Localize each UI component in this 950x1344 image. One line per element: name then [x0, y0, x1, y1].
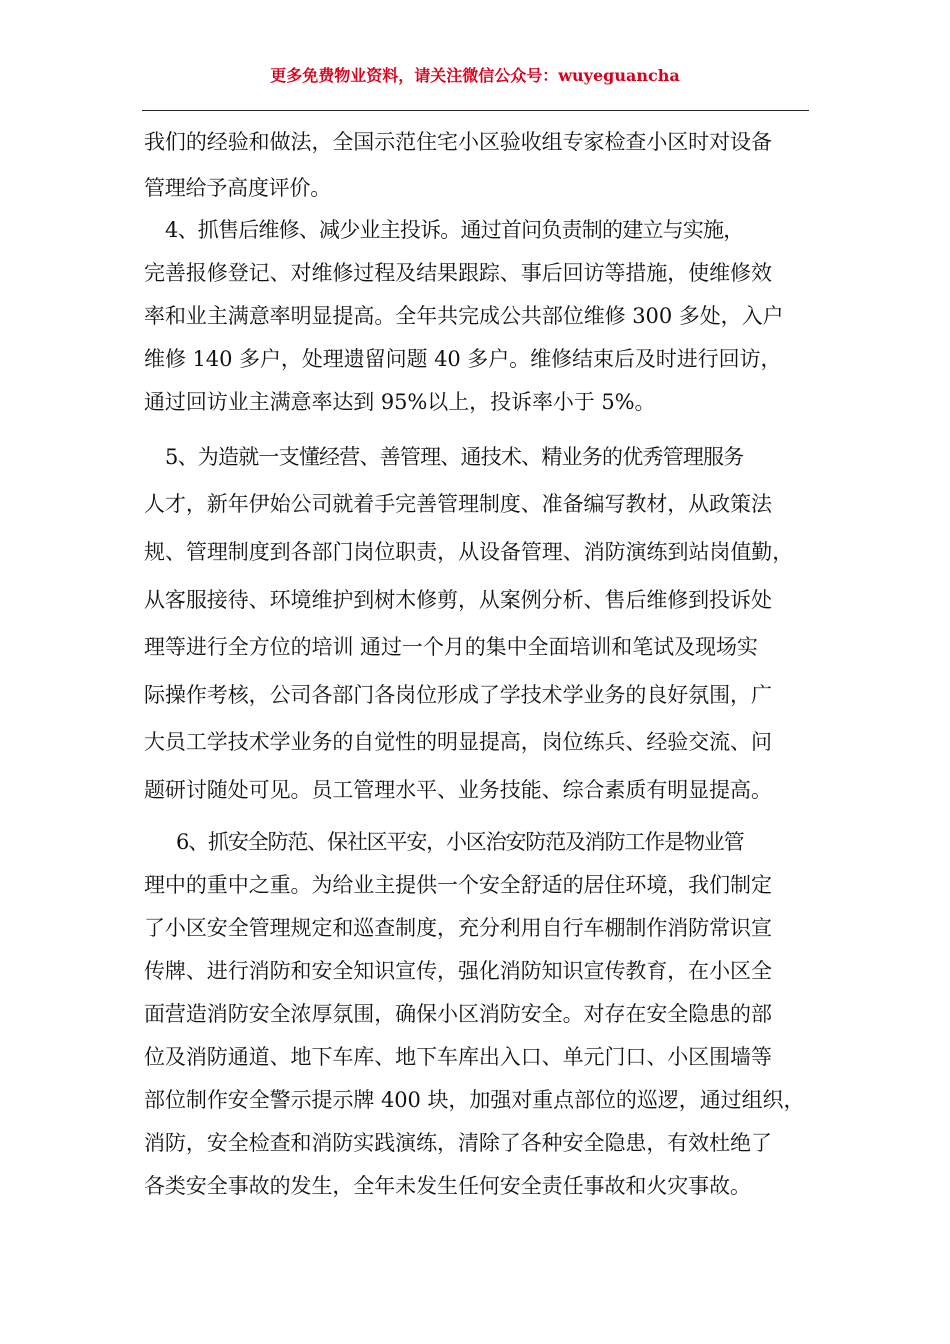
body-line: 各类安全事故的发生，全年未发生任何安全责任事故和火灾事故。 [144, 1174, 751, 1198]
body-line: 人才，新年伊始公司就着手完善管理制度、准备编写教材，从政策法 [144, 492, 772, 516]
body-line: 5、为造就一支懂经营、善管理、通技术、精业务的优秀管理服务 [165, 445, 744, 469]
header-divider [142, 110, 809, 111]
body-line: 位及消防通道、地下车库、地下车库出入口、单元门口、小区围墙等 [144, 1045, 772, 1069]
body-line: 通过回访业主满意率达到 95%以上，投诉率小于 5%。 [144, 390, 656, 414]
body-line: 题研讨随处可见。员工管理水平、业务技能、综合素质有明显提高。 [144, 778, 772, 802]
body-line: 维修 140 多户，处理遗留问题 40 多户。维修结束后及时进行回访， [144, 347, 782, 371]
body-line: 消防，安全检查和消防实践演练，清除了各种安全隐患，有效杜绝了 [144, 1131, 772, 1155]
body-line: 传牌、进行消防和安全知识宣传，强化消防知识宣传教育，在小区全 [144, 959, 772, 983]
body-line: 部位制作安全警示提示牌 400 块，加强对重点部位的巡逻，通过组织， [144, 1088, 805, 1112]
body-line: 大员工学技术学业务的自觉性的明显提高，岗位练兵、经验交流、问 [144, 730, 772, 754]
body-line: 完善报修登记、对维修过程及结果跟踪、事后回访等措施，使维修效 [144, 261, 772, 285]
body-line: 我们的经验和做法，全国示范住宅小区验收组专家检查小区时对设备 [144, 130, 772, 154]
body-line: 管理给予高度评价。 [144, 176, 332, 200]
body-line: 4、抓售后维修、减少业主投诉。通过首问负责制的建立与实施， [165, 218, 744, 242]
body-line: 规、管理制度到各部门岗位职责，从设备管理、消防演练到站岗值勤， [144, 540, 794, 564]
body-line: 从客服接待、环境维护到树木修剪，从案例分析、售后维修到投诉处 [144, 588, 772, 612]
body-line: 理等进行全方位的培训 通过一个月的集中全面培训和笔试及现场实 [144, 635, 758, 659]
body-line: 率和业主满意率明显提高。全年共完成公共部位维修 300 多处，入户 [144, 304, 784, 328]
body-line: 6、抓安全防范、保社区平安，小区治安防范及消防工作是物业管 [176, 830, 744, 854]
body-line: 了小区安全管理规定和巡查制度，充分利用自行车棚制作消防常识宣 [144, 916, 772, 940]
page-header-watermark: 更多免费物业资料，请关注微信公众号：wuyeguancha [270, 66, 680, 85]
body-line: 理中的重中之重。为给业主提供一个安全舒适的居住环境，我们制定 [144, 873, 772, 897]
body-line: 际操作考核，公司各部门各岗位形成了学技术学业务的良好氛围，广 [144, 683, 772, 707]
body-line: 面营造消防安全浓厚氛围，确保小区消防安全。对存在安全隐患的部 [144, 1002, 772, 1026]
